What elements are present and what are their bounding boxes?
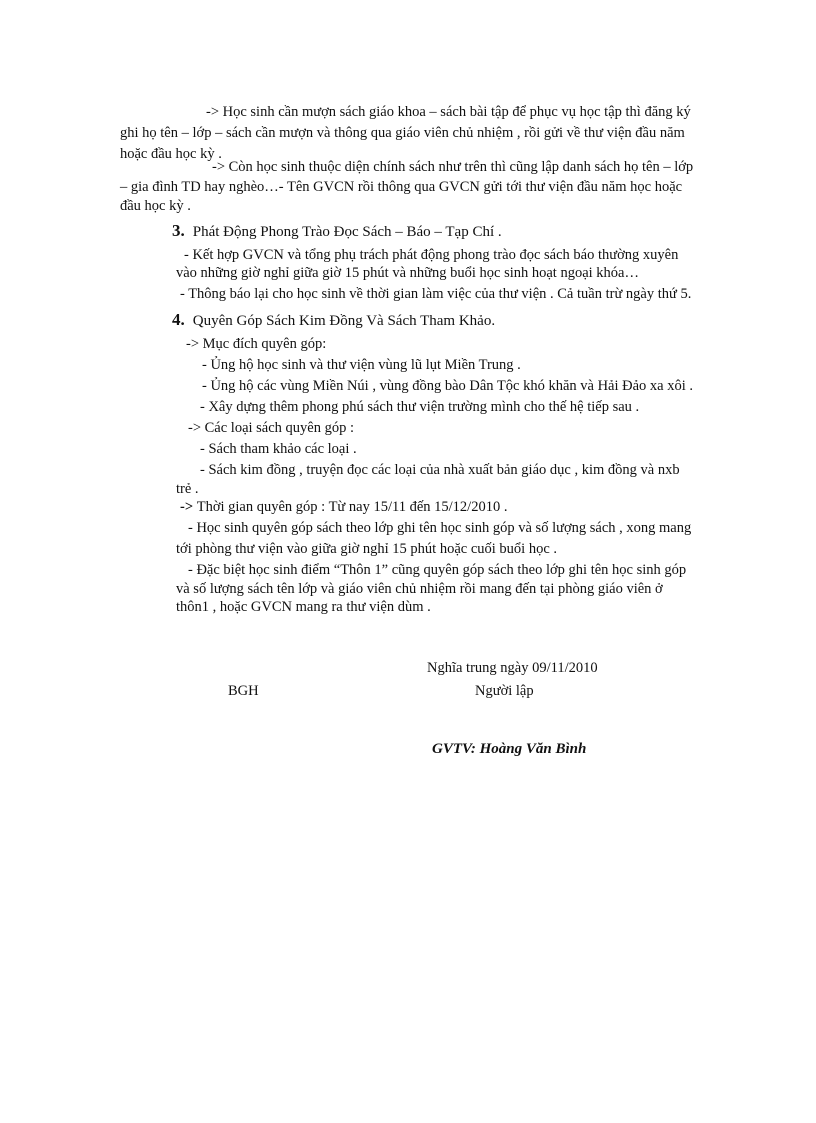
collection-time [180,498,507,516]
types-label: -> Các loại sách quyên góp : [188,420,355,436]
purpose-item-2: - Ủng hộ các vùng Miền Núi , vùng đồng bào Dân Tộc khó khăn và Hải Đảo xa xôi . [202,378,694,394]
note-2-line-1: - Đặc biệt học sinh điểm “Thôn 1” cũng quyên góp sách theo lớp ghi tên học sinh góp [188,562,687,578]
note-2-line-2: và số lượng sách tên lớp và giáo viên chủ nhiệm rồi mang đến tại phòng giáo viên ở [176,581,663,597]
types-item-2-cont: trẻ . [176,481,199,497]
types-item-1: - Sách tham khảo các loại . [200,441,357,457]
section-3-line-3: - Thông báo lại cho học sinh về thời gian làm việc của thư viện . Cả tuần trừ ngày thứ 5. [180,286,692,302]
section-4-title: Quyên Góp Sách Kim Đồng Và Sách Tham Khảo. [192,313,496,329]
intro-p2-line-2: – gia đình TD hay nghèo…- Tên GVCN rồi thông qua GVCN gửi tới thư viện đầu năm học hoặc [120,179,683,195]
bgh-label: BGH [228,683,259,699]
purpose-item-1: - Ủng hộ học sinh và thư viện vùng lũ lụt Miền Trung . [202,357,521,373]
note-2-line-3: thôn1 , hoặc GVCN mang ra thư viện dùm . [176,599,431,615]
section-3-line-2: vào những giờ nghỉ giữa giờ 15 phút và những buổi học sinh hoạt ngoại khóa… [176,265,639,281]
section-3-heading [172,222,502,241]
note-1-line-1: - Học sinh quyên góp sách theo lớp ghi tên học sinh góp và số lượng sách , xong mang [188,520,692,536]
section-3-line-1: - Kết hợp GVCN và tổng phụ trách phát động phong trào đọc sách báo thường xuyên [184,247,679,263]
signature-name: GVTV: Hoàng Văn Bình [432,741,587,757]
purpose-label: -> Mục đích quyên góp: [186,336,327,352]
note-1-line-2: tới phòng thư viện vào giữa giờ nghỉ 15 phút hoặc cuối buổi học . [176,541,558,557]
intro-p1-line-1: -> Học sinh cần mượn sách giáo khoa – sách bài tập để phục vụ học tập thì đăng ký [206,104,691,120]
section-4-heading [172,311,495,330]
intro-p2-line-3: đầu học kỳ . [120,198,191,214]
collection-time-text: Thời gian quyên góp : Từ nay 15/11 đến 15/12/2010 . [196,499,508,515]
intro-p1-line-3: hoặc đầu học kỳ . [120,146,222,162]
section-3-title: Phát Động Phong Trào Đọc Sách – Báo – Tạp Chí . [192,224,502,240]
types-item-2: - Sách kim đồng , truyện đọc các loại của nhà xuất bản giáo dục , kim đồng và nxb [200,462,680,478]
section-3-number: 3. [172,221,185,240]
purpose-item-3: - Xây dựng thêm phong phú sách thư viện trường mình cho thế hệ tiếp sau . [200,399,640,415]
collection-time-arrow: -> [180,499,197,515]
place-date: Nghĩa trung ngày 09/11/2010 [427,660,598,676]
intro-p1-line-2: ghi họ tên – lớp – sách cần mượn và thông qua giáo viên chủ nhiệm , rồi gửi về thư viện đầu năm [120,125,685,141]
intro-p2-line-1: -> Còn học sinh thuộc diện chính sách như trên thì cũng lập danh sách họ tên – lớp [212,159,694,175]
section-4-number: 4. [172,310,185,329]
preparer-label: Người lập [475,683,534,699]
